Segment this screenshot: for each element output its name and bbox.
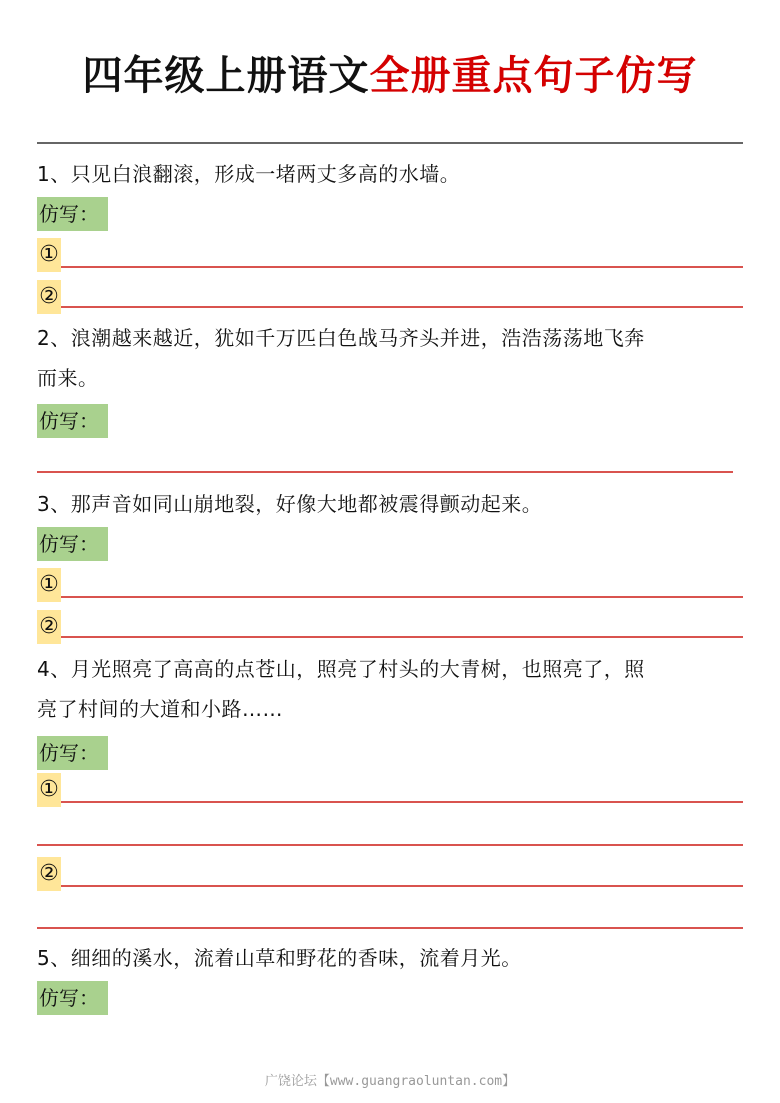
answer-number: ②: [37, 857, 61, 891]
answer-number: ①: [37, 773, 61, 807]
imitation-label: 仿写：: [37, 736, 108, 770]
imitation-label: 仿写：: [37, 197, 108, 231]
imitation-label: 仿写：: [37, 404, 108, 438]
question-3: 3、那声音如同山崩地裂，好像大地都被震得颤动起来。: [37, 492, 543, 516]
answer-number: ①: [37, 238, 61, 272]
question-5: 5、细细的溪水，流着山草和野花的香味，流着月光。: [37, 946, 522, 970]
question-2: 2、浪潮越来越近，犹如千万匹白色战马齐头并进，浩浩荡荡地飞奔: [37, 326, 645, 350]
answer-line[interactable]: [37, 471, 733, 473]
answer-line[interactable]: [61, 636, 743, 638]
divider: [37, 142, 743, 144]
imitation-label: 仿写：: [37, 981, 108, 1015]
answer-line[interactable]: [61, 596, 743, 598]
answer-line[interactable]: [37, 844, 743, 846]
question-2-cont: 而来。: [37, 366, 99, 390]
answer-line[interactable]: [37, 927, 743, 929]
question-4: 4、月光照亮了高高的点苍山，照亮了村头的大青树，也照亮了，照: [37, 657, 645, 681]
answer-line[interactable]: [61, 801, 743, 803]
title-black: 四年级上册语文: [82, 52, 370, 99]
title-red: 全册重点句子仿写: [369, 52, 698, 99]
answer-number: ②: [37, 610, 61, 644]
answer-line[interactable]: [61, 885, 743, 887]
answer-line[interactable]: [61, 266, 743, 268]
question-4-cont: 亮了村间的大道和小路……: [37, 697, 283, 721]
question-1: 1、只见白浪翻滚，形成一堵两丈多高的水墙。: [37, 162, 461, 186]
answer-number: ①: [37, 568, 61, 602]
imitation-label: 仿写：: [37, 527, 108, 561]
page-title: [0, 44, 780, 101]
answer-line[interactable]: [61, 306, 743, 308]
answer-number: ②: [37, 280, 61, 314]
footer-watermark: 广饶论坛【www.guangraoluntan.com】: [264, 1074, 516, 1089]
